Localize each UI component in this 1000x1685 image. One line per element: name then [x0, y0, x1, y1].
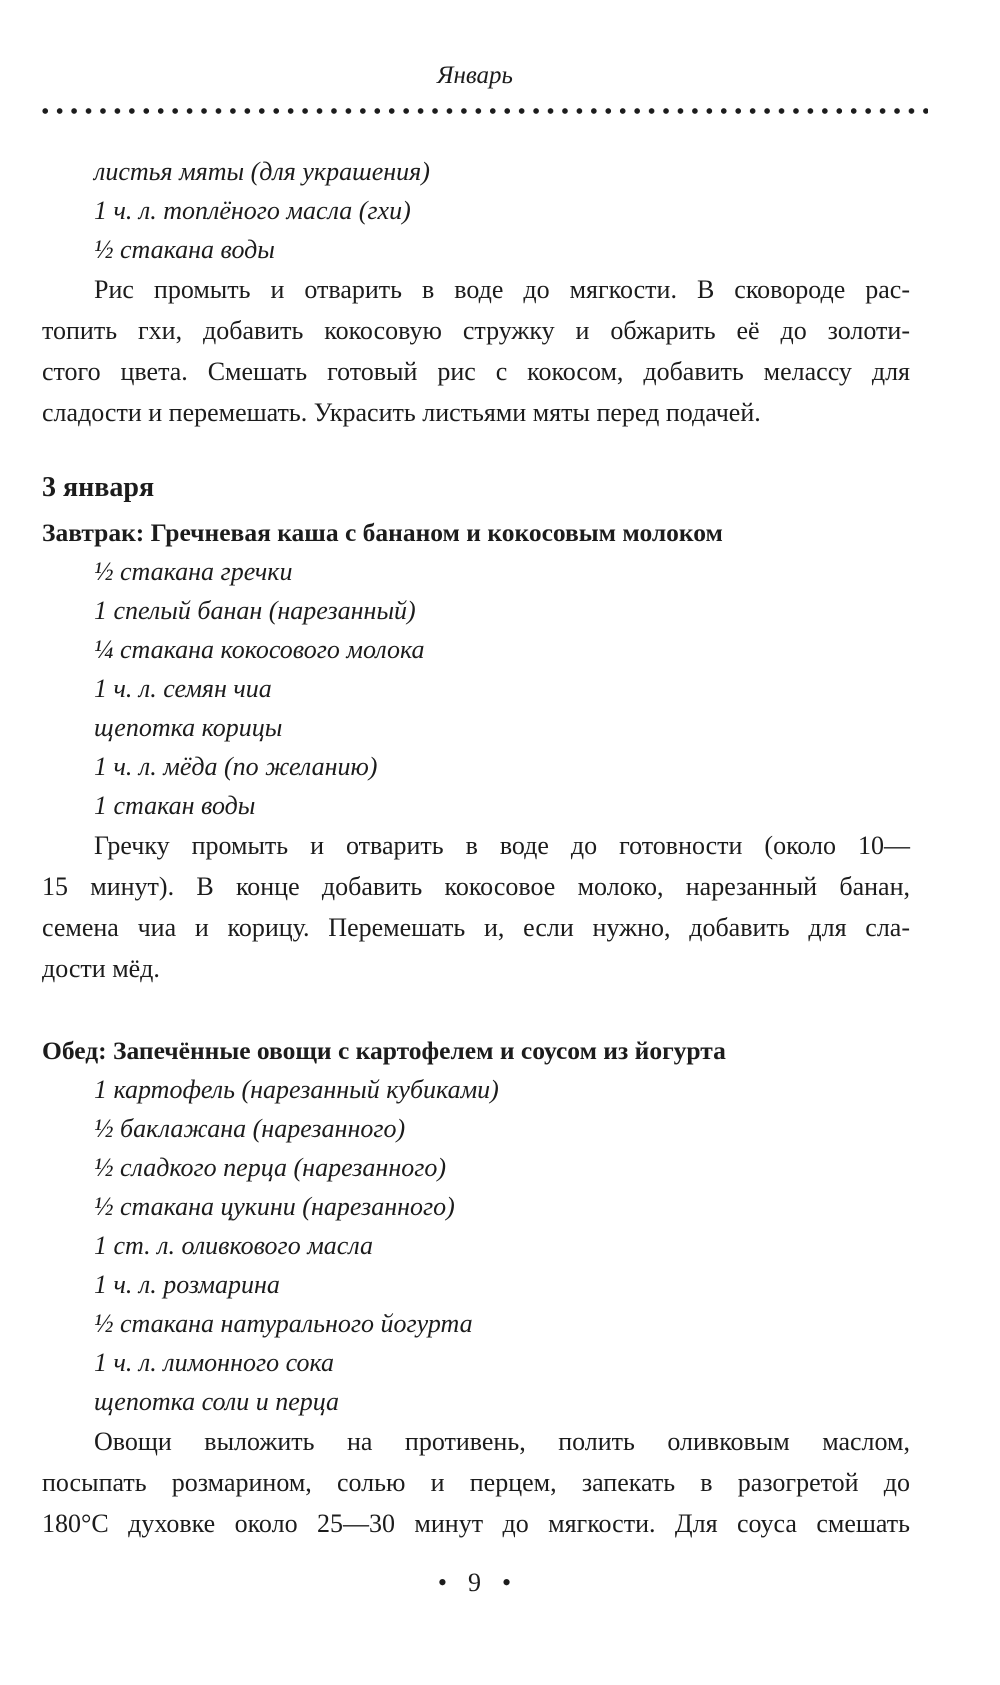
running-head: Январь: [437, 62, 513, 89]
page-number-value: 9: [468, 1568, 482, 1597]
ingredient-line: 1 ст. л. оливкового масла: [94, 1231, 373, 1260]
lunch-recipe: [42, 1031, 910, 1544]
instructions-paragraph: [42, 825, 910, 989]
meal-heading: Завтрак: Гречневая каша с бананом и кокосовым молоком: [42, 518, 723, 547]
instructions-paragraph: [42, 269, 910, 433]
text-line: Рис промыть и отварить в воде до мягкости. В сковороде рас-: [94, 275, 910, 304]
text-line: дости мёд.: [42, 954, 160, 983]
text-line: сладости и перемешать. Украсить листьями мяты перед подачей.: [42, 398, 761, 427]
text-line: Овощи выложить на противень, полить оливковым маслом,: [94, 1427, 910, 1456]
ingredient-line: 1 ч. л. мёда (по желанию): [94, 752, 378, 781]
text-line: семена чиа и корицу. Перемешать и, если нужно, добавить для сла-: [42, 913, 910, 942]
ingredient-line: 1 ч. л. семян чиа: [94, 674, 272, 703]
ingredient-line: ½ стакана воды: [94, 235, 275, 264]
ingredient-line: ¼ стакана кокосового молока: [94, 635, 425, 664]
ingredient-line: 1 картофель (нарезанный кубиками): [94, 1075, 499, 1104]
ingredient-line: ½ стакана гречки: [94, 557, 293, 586]
recipe-continuation: [42, 152, 910, 433]
text-line: 15 минут). В конце добавить кокосовое молоко, нарезанный банан,: [42, 872, 910, 901]
text-line: посыпать розмарином, солью и перцем, запекать в разогретой до: [42, 1468, 910, 1497]
ingredient-line: ½ стакана цукини (нарезанного): [94, 1192, 455, 1221]
bullet-icon: •: [437, 1568, 448, 1597]
ingredient-line: ½ баклажана (нарезанного): [94, 1114, 406, 1143]
dotted-divider: [38, 107, 928, 115]
ingredient-line: ½ стакана натурального йогурта: [94, 1309, 473, 1338]
day-heading: 3 января: [42, 472, 155, 503]
ingredient-line: щепотка соли и перца: [94, 1387, 340, 1416]
ingredient-line: 1 ч. л. топлёного масла (гхи): [94, 196, 411, 225]
ingredient-line: щепотка корицы: [94, 713, 283, 742]
ingredient-line: 1 стакан воды: [94, 791, 256, 820]
ingredient-line: ½ сладкого перца (нарезанного): [94, 1153, 447, 1182]
meal-heading: Обед: Запечённые овощи с картофелем и соусом из йогурта: [42, 1036, 726, 1065]
breakfast-recipe: [42, 513, 910, 989]
text-line: 180°С духовке около 25—30 минут до мягкости. Для соуса смешать: [42, 1509, 910, 1538]
page-content: [42, 152, 910, 1544]
text-line: Гречку промыть и отварить в воде до готовности (около 10—: [94, 831, 910, 860]
ingredient-line: 1 ч. л. розмарина: [94, 1270, 280, 1299]
instructions-paragraph: [42, 1421, 910, 1544]
page-number: [0, 1568, 950, 1598]
ingredient-line: 1 спелый банан (нарезанный): [94, 596, 416, 625]
bullet-icon: •: [502, 1568, 513, 1597]
text-line: топить гхи, добавить кокосовую стружку и обжарить её до золоти-: [42, 316, 910, 345]
ingredient-line: листья мяты (для украшения): [94, 157, 430, 186]
ingredient-line: 1 ч. л. лимонного сока: [94, 1348, 335, 1377]
text-line: стого цвета. Смешать готовый рис с кокосом, добавить мелассу для: [42, 357, 910, 386]
